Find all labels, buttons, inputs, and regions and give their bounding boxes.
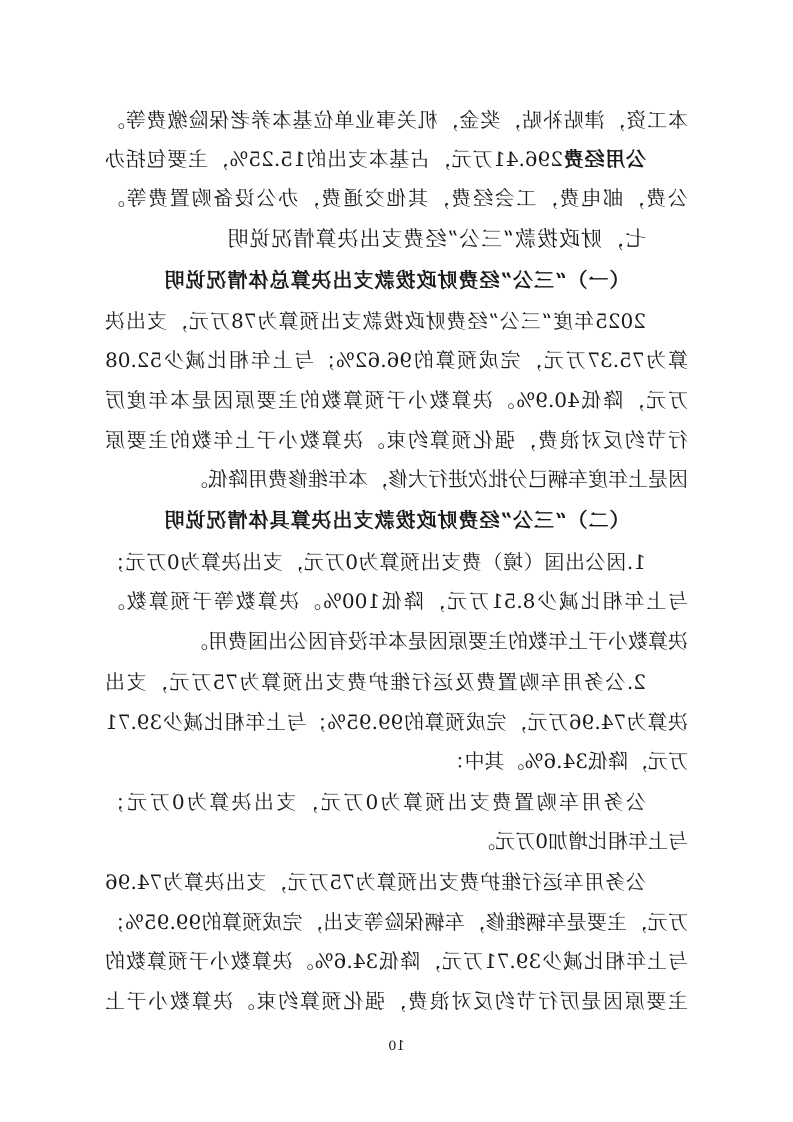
body-line-18: 公务用车购置费支出预算为0万元，支出决算为0万元； <box>105 790 646 814</box>
body-line-13: 与上年相比减少8.51万元，降低100%。决算数等于预算数。 <box>105 589 688 613</box>
body-line-2: 公用经费296.41万元，占基本支出的15.25%，主要包括办 <box>105 147 646 171</box>
body-line-21: 万元，主要是车辆维修，车辆保险等支出，完成预算的99.95%； <box>105 910 688 934</box>
body-line-15: 2.公务用车购置费及运行维护费支出预算为75万元，支出 <box>105 670 646 694</box>
body-line-19: 与上年相比增加0万元。 <box>475 829 688 853</box>
subheading-two: （二）“三公”经费财政拨款支出决算具体情况说明 <box>163 508 630 532</box>
body-line-7: 算为75.37万元，完成预算的96.62%；与上年相比减少52.08 <box>105 348 688 372</box>
body-line-10: 因是上年度车辆已分批次进行大修，本年维修费用降低。 <box>188 467 688 491</box>
page-number: 10 <box>388 1039 405 1054</box>
body-line-9: 行节约反对浪费，强化预算约束。决算数小于上年数的主要原 <box>105 428 688 452</box>
body-line-12: 1.因公出国（境）费支出预算为0万元，支出决算为0万元； <box>105 550 646 574</box>
body-line-8: 万元，降低40.9%。决算数小于预算数的主要原因是本年度厉 <box>105 388 688 412</box>
body-line-6: 2025年度“三公”经费财政拨款支出预算为78万元，支出决 <box>105 309 646 333</box>
body-line-17: 万元，降低34.6%。其中： <box>444 749 688 773</box>
body-line-16: 决算为74.96万元，完成预算的99.95%；与上年相比减少39.71 <box>105 710 688 734</box>
body-line-1: 本工资，津贴补贴，奖金，机关事业单位基本养老保险缴费等。 <box>105 108 688 132</box>
body-line-3: 公费，邮电费，工会经费，其他交通费，办公设备购置费等。 <box>105 186 688 210</box>
section-heading-seven: 七，财政拨款“三公”经费支出决算情况说明 <box>226 227 646 251</box>
body-line-14: 决算数小于上年数的主要原因是本年没有因公出国费用。 <box>188 629 688 653</box>
body-line-23: 主要原因是厉行节约反对浪费，强化预算约束。决算数小于上 <box>105 989 688 1013</box>
subheading-one: （一）“三公”经费财政拨款支出决算总体情况说明 <box>163 268 630 292</box>
body-line-22: 与上年相比减少39.71万元，降低34.6%。决算数小于预算数的 <box>105 949 688 973</box>
body-line-20: 公务用车运行维护费支出预算为75万元，支出决算为74.96 <box>105 870 646 894</box>
public-expense-label: 公用经费 <box>563 147 646 171</box>
